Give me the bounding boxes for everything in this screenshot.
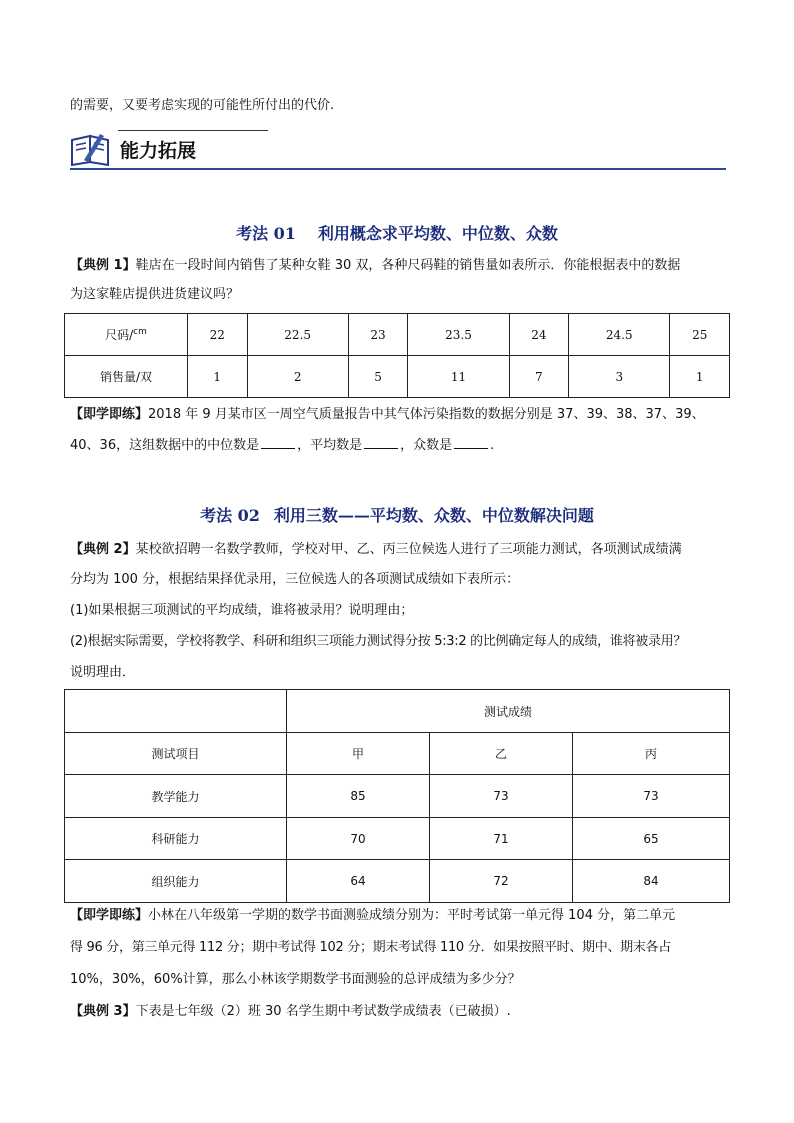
size-cell: 23.5 <box>408 314 509 356</box>
candidate-header: 甲 <box>287 733 430 775</box>
sales-cell: 1 <box>670 356 730 398</box>
item-cell: 教学能力 <box>65 775 287 818</box>
practice2-line2: 得 96 分，第三单元得 112 分；期中考试得 102 分；期末考试得 110 分．如果按照平时、期中、期末各占 <box>70 940 671 955</box>
example2-q2b: 说明理由． <box>70 665 136 680</box>
section-header-title: 能力拓展 <box>120 140 197 162</box>
item-cell: 科研能力 <box>65 818 287 860</box>
size-cell: 24 <box>509 314 569 356</box>
example2-line2: 分均为 100 分，根据结果择优录用，三位候选人的各项测试成绩如下表所示： <box>70 572 520 587</box>
practice1-tag: 【即学即练】 <box>70 407 149 422</box>
candidate-header: 乙 <box>430 733 573 775</box>
score-cell: 65 <box>573 818 730 860</box>
practice1-line1: 【即学即练】2018 年 9 月某市区一周空气质量报告中其气体污染指数的数据分别是 37、39、38、37、39、 <box>70 407 705 422</box>
candidate-header: 丙 <box>573 733 730 775</box>
example1-line2: 为这家鞋店提供进货建议吗？ <box>70 287 240 302</box>
score-cell: 85 <box>287 775 430 818</box>
group-header: 测试成绩 <box>287 690 730 733</box>
item-cell: 组织能力 <box>65 860 287 903</box>
score-cell: 70 <box>287 818 430 860</box>
practice2-tag: 【即学即练】 <box>70 908 149 923</box>
example1-tag: 【典例 1】 <box>70 258 136 273</box>
method2-text: 利用三数——平均数、众数、中位数解决问题 <box>273 506 594 525</box>
row2-label: 销售量/双 <box>65 356 188 398</box>
sales-cell: 1 <box>188 356 248 398</box>
example3-line1: 【典例 3】下表是七年级（2）班 30 名学生期中考试数学成绩表（已破损）. <box>70 1004 511 1019</box>
example2-q2a: (2)根据实际需要，学校将教学、科研和组织三项能力测试得分按 5:3:2 的比例确定每人的成绩，谁将被录用？ <box>70 634 687 649</box>
score-cell: 72 <box>430 860 573 903</box>
practice2-line3: 10%，30%，60%计算，那么小林该学期数学书面测验的总评成绩为多少分？ <box>70 972 521 987</box>
intro-text: 的需要，又要考虑实现的可能性所付出的代价. <box>70 98 335 113</box>
sales-cell: 7 <box>509 356 569 398</box>
size-cell: 25 <box>670 314 730 356</box>
answer-blank[interactable] <box>261 436 295 449</box>
example2-tag: 【典例 2】 <box>70 542 136 557</box>
item-header: 测试项目 <box>65 733 287 775</box>
example3-tag: 【典例 3】 <box>70 1004 136 1019</box>
practice2-line1: 【即学即练】小林在八年级第一学期的数学书面测验成绩分别为：平时考试第一单元得 104 分，第二单元 <box>70 908 676 923</box>
method1-text: 利用概念求平均数、中位数、众数 <box>317 224 558 243</box>
size-cell: 22.5 <box>247 314 348 356</box>
size-cell: 24.5 <box>569 314 670 356</box>
score-cell: 73 <box>573 775 730 818</box>
sales-cell: 5 <box>348 356 408 398</box>
practice1-line2: 40、36，这组数据中的中位数是 ，平均数是 ，众数是 . <box>70 438 495 453</box>
section-header <box>70 128 726 170</box>
empty-header-cell <box>65 690 287 733</box>
table-row <box>65 860 730 903</box>
sales-cell: 3 <box>569 356 670 398</box>
size-cell: 23 <box>348 314 408 356</box>
row1-label: 尺码/$^{cm}$ <box>65 314 188 356</box>
sales-cell: 11 <box>408 356 509 398</box>
sales-cell: 2 <box>247 356 348 398</box>
answer-blank[interactable] <box>454 436 488 449</box>
example2-line1: 【典例 2】某校欲招聘一名数学教师，学校对甲、乙、丙三位候选人进行了三项能力测试，各项测试成绩满 <box>70 542 682 557</box>
book-icon <box>70 130 112 168</box>
header-rule <box>70 168 726 170</box>
table-row <box>65 818 730 860</box>
method1-label: 考法 01 <box>236 224 296 243</box>
size-cell: 22 <box>188 314 248 356</box>
shoe-size-table <box>64 313 730 398</box>
score-cell: 73 <box>430 775 573 818</box>
score-cell: 64 <box>287 860 430 903</box>
score-cell: 71 <box>430 818 573 860</box>
score-cell: 84 <box>573 860 730 903</box>
method1-title <box>0 221 794 244</box>
example1-line1: 【典例 1】鞋店在一段时间内销售了某种女鞋 30 双，各种尺码鞋的销售量如表所示．你能根据表中的数据 <box>70 258 681 273</box>
example2-q1: (1)如果根据三项测试的平均成绩，谁将被录用？说明理由； <box>70 603 414 618</box>
scores-table <box>64 689 730 903</box>
method2-title <box>0 503 794 526</box>
method2-label: 考法 02 <box>200 506 260 525</box>
table-row <box>65 775 730 818</box>
answer-blank[interactable] <box>364 436 398 449</box>
header-short-rule <box>118 130 268 131</box>
